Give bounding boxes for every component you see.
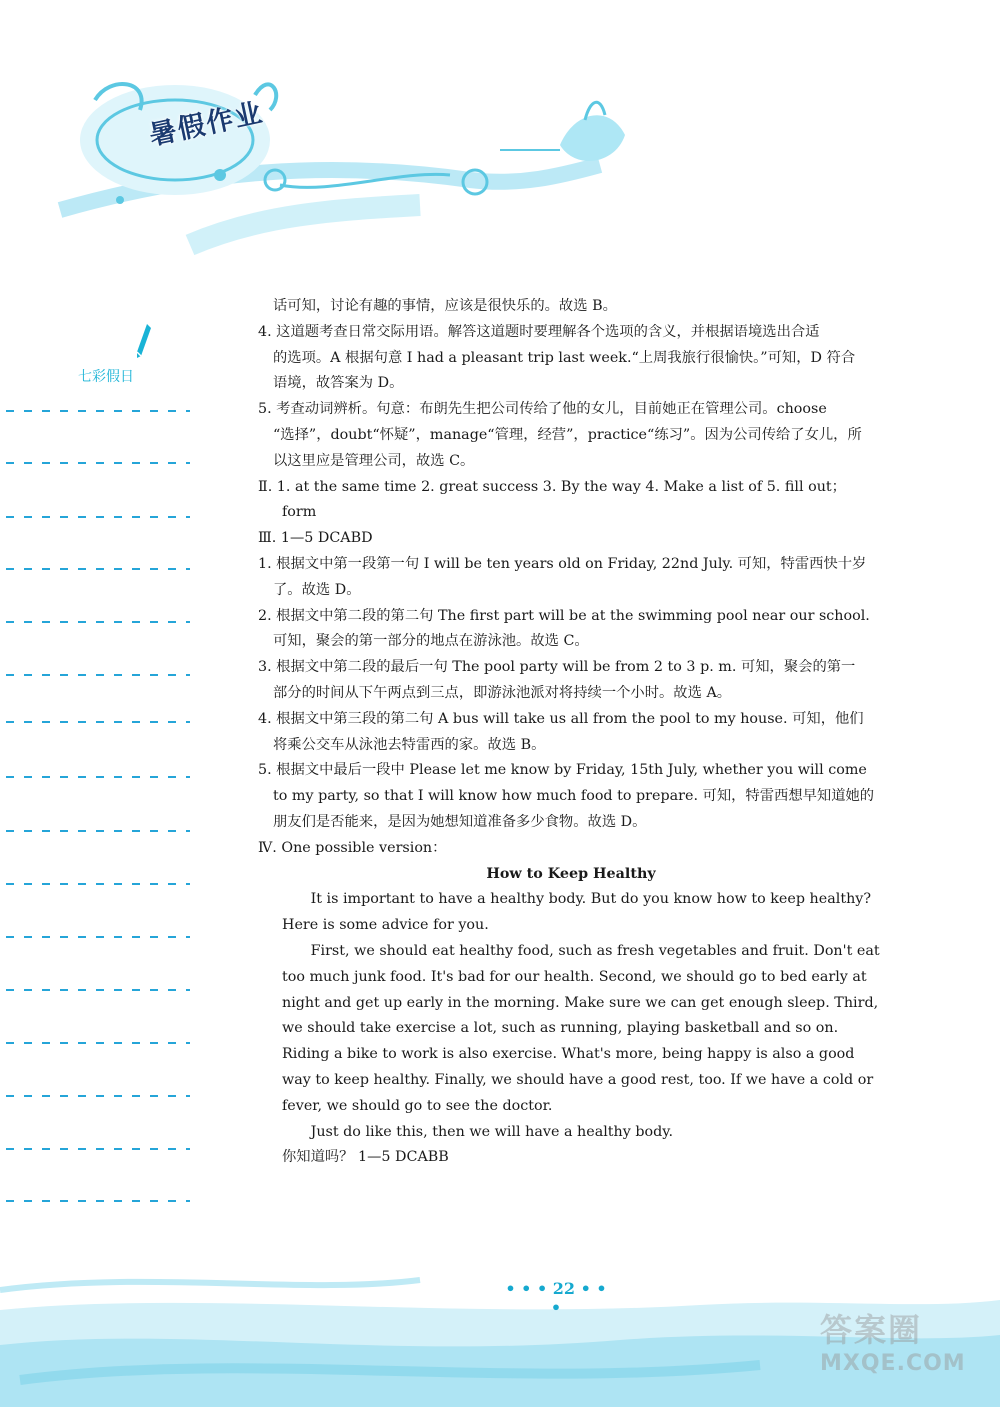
- answer-line: 以这里应是管理公司，故选 C。: [273, 452, 475, 469]
- answer-line: 朋友们是否能来，是因为她想知道准备多少食物。故选 D。: [273, 813, 647, 830]
- essay-title: How to Keep Healthy: [486, 865, 656, 882]
- answer-line: 5. 考查动词辨析。句意：布朗先生把公司传给了他的女儿，目前她正在管理公司。choose: [258, 401, 827, 418]
- essay-paragraph: It is important to have a healthy body. But do you know how to keep healthy? Here is some advice for you.: [282, 891, 872, 934]
- answer-line: 4. 这道题考查日常交际用语。解答这道题时要理解各个选项的含义，并根据语境选出合适: [258, 323, 820, 340]
- note-lines: [0, 0, 200, 1407]
- sidebar-label: 七彩假日: [78, 369, 134, 385]
- answer-line: form: [282, 504, 317, 521]
- watermark-text: 答案圈: [820, 1311, 923, 1349]
- watermark-url: MXQE.COM: [820, 1351, 966, 1376]
- banner-title: 暑假作业: [146, 97, 267, 152]
- section-4-heading: Ⅳ. One possible version：: [258, 839, 447, 856]
- answer-line: 5. 根据文中最后一段中 Please let me know by Friday, 15th July, whether you will come: [258, 762, 867, 779]
- page-number: • • • 22 • • •: [505, 1279, 607, 1317]
- answer-line: to my party, so that I will know how much food to prepare. 可知，特雷西想早知道她的: [273, 788, 875, 805]
- section-2-answers: Ⅱ. 1. at the same time 2. great success 3. By the way 4. Make a list of 5. fill out；: [258, 478, 846, 495]
- did-you-know-answers: 你知道吗？ 1—5 DCABB: [282, 1149, 449, 1166]
- answer-line: 将乘公交车从泳池去特雷西的家。故选 B。: [273, 736, 546, 753]
- essay-paragraph: Just do like this, then we will have a healthy body.: [310, 1123, 673, 1140]
- essay-paragraph: First, we should eat healthy food, such as fresh vegetables and fruit. Don't eat too much junk food. It's bad for our health. Second, we should go to bed early at night and get up early in the morning. Make sure we can get enough sleep. Third, we should take exercise a lot, such as running, playing basketball and so on. Riding a bike to work is also exercise. What's more, being happy is also a good way to keep healthy. Finally, we should have a good rest, too. If we have a cold or fever, we should go to see the doctor.: [282, 942, 880, 1114]
- answer-line: 的选项。A 根据句意 I had a pleasant trip last week.“上周我旅行很愉快。”可知，D 符合: [273, 349, 856, 366]
- answer-line: “选择”，doubt“怀疑”，manage“管理，经营”，practice“练习”。因为公司传给了女儿，所: [273, 426, 862, 443]
- answer-line: 语境，故答案为 D。: [273, 375, 404, 392]
- answer-line: 3. 根据文中第二段的最后一句 The pool party will be from 2 to 3 p. m. 可知，聚会的第一: [258, 659, 856, 676]
- answer-line: 话可知，讨论有趣的事情，应该是很快乐的。故选 B。: [273, 298, 617, 314]
- answer-content: [258, 294, 884, 1171]
- answer-line: 了。故选 D。: [273, 581, 361, 598]
- answer-line: 4. 根据文中第三段的第二句 A bus will take us all from the pool to my house. 可知，他们: [258, 710, 864, 727]
- answer-line: 可知，聚会的第一部分的地点在游泳池。故选 C。: [273, 633, 589, 650]
- watermark: [820, 1305, 966, 1376]
- answer-line: 2. 根据文中第二段的第二句 The first part will be at the swimming pool near our school.: [258, 607, 870, 624]
- answer-line: 1. 根据文中第一段第一句 I will be ten years old on Friday, 22nd July. 可知，特雷西快十岁: [258, 555, 867, 572]
- section-3-answers: Ⅲ. 1—5 DCABD: [258, 530, 373, 547]
- answer-line: 部分的时间从下午两点到三点，即游泳池派对将持续一个小时。故选 A。: [273, 684, 732, 701]
